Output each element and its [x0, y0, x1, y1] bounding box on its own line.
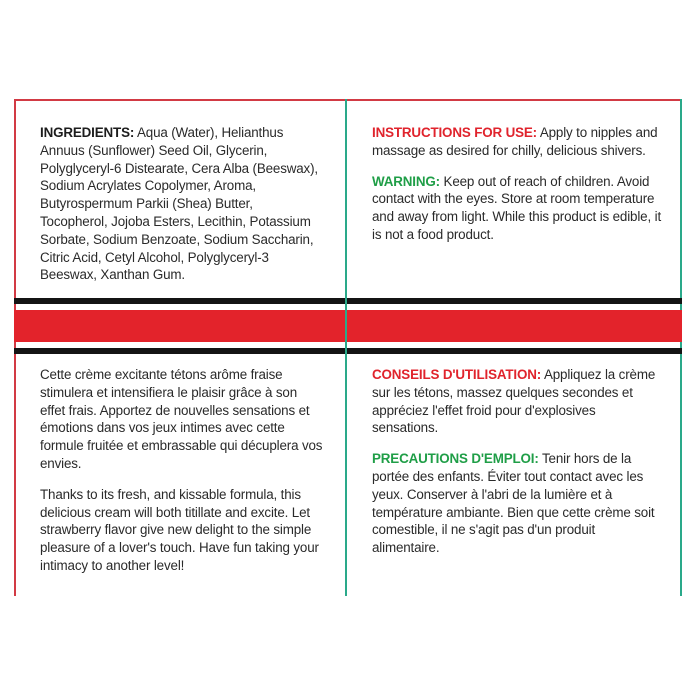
ingredients-heading: INGREDIENTS: [40, 125, 135, 140]
french-description: Cette crème excitante tétons arôme fraise stimulera et intensifiera le plaisir grâce à son effet frais. Apportez de nouvelles sensations et émotions dans vos jeux intimes avec cette formule fruitée et embrassable qui décuplera vos envies. [40, 367, 323, 471]
stripe-band [14, 298, 682, 354]
conseils-paragraph [372, 366, 662, 437]
instructions-heading: INSTRUCTIONS FOR USE: [372, 125, 537, 140]
warning-text: Keep out of reach of children. Avoid contact with the eyes. Store at room temperature and away from light. While this product is edible, it is not a food product. [372, 173, 662, 242]
warning-heading: WARNING: [372, 173, 440, 189]
stripe-black-bottom [14, 348, 682, 354]
description-section [40, 366, 325, 575]
top-border [14, 99, 682, 101]
instructions-paragraph [372, 124, 662, 160]
ingredients-section [40, 124, 320, 284]
precautions-paragraph [372, 450, 662, 557]
product-label [14, 99, 682, 596]
stripe-black-top [14, 298, 682, 304]
conseils-text: Appliquez la crème sur les tétons, massez quelques secondes et appréciez l'effet froid pour d'explosives sensations. [372, 367, 656, 436]
warning-paragraph [372, 173, 662, 244]
precautions-text: Tenir hors de la portée des enfants. Éviter tout contact avec les yeux. Conserver à l'abri de la lumière et à température ambiante. Bien que cette crème soit comestible, il ne s'agit pas d'un produit alimentaire. [372, 451, 655, 556]
conseils-heading: CONSEILS D'UTILISATION: [372, 367, 542, 382]
ingredients-paragraph [40, 124, 320, 284]
column-divider [345, 99, 347, 596]
usage-section [372, 124, 662, 244]
precautions-heading: PRECAUTIONS D'EMPLOI: [372, 451, 539, 467]
ingredients-text: Aqua (Water), Helianthus Annuus (Sunflower) Seed Oil, Glycerin, Polyglyceryl-6 Distearate, Cera Alba (Beeswax), Sodium Acrylates Copolymer, Aroma, Butyrospermum Parkii (Shea) Butter, Tocopherol, Jojoba Esters, Lecithin, Potassium Sorbate, Sodium Benzoate, Sodium Saccharin, Citric Acid, Cetyl Alcohol, Polyglyceryl-3 Beeswax, Xanthan Gum. [40, 125, 318, 283]
french-usage-section [372, 366, 662, 557]
english-description: Thanks to its fresh, and kissable formula, this delicious cream will both titillate and excite. Let strawberry flavor give new delight to the simple pleasure of a lover's touch. Have fun taking your intimacy to another level! [40, 486, 319, 573]
stripe-red [14, 310, 682, 342]
instructions-text: Apply to nipples and massage as desired for chilly, delicious shivers. [372, 125, 658, 158]
